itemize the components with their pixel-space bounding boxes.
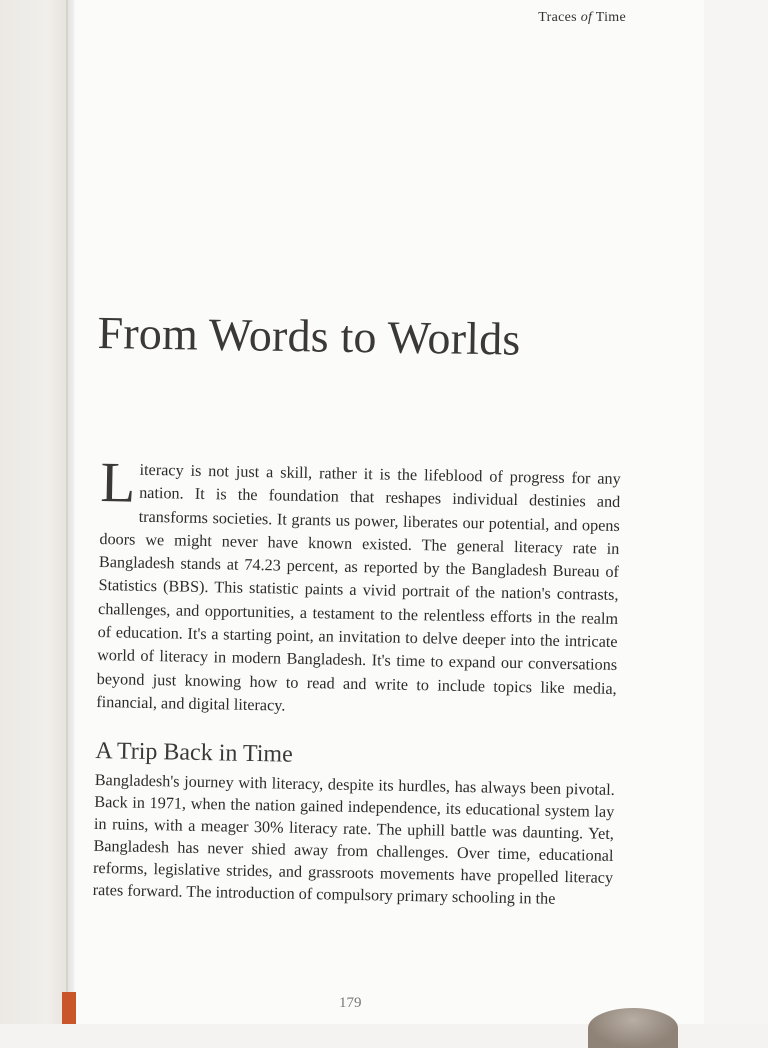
running-head-suffix: Time [592, 10, 626, 25]
left-page-edge [0, 0, 68, 1024]
page-number: 179 [339, 995, 362, 1011]
chapter-title: From Words to Worlds [97, 306, 521, 365]
section-heading: A Trip Back in Time [95, 738, 293, 768]
right-background [704, 0, 768, 1024]
running-head [538, 10, 626, 26]
section-paragraph: Bangladesh's journey with literacy, despite its hurdles, has always been pivotal. Back in 1971, when the nation gained independence, its educational system lay in ruins, with a meager 30% literacy rate. The uphill battle was daunting. Yet, Bangladesh has never shied away from challenges. Over time, educational reforms, legislative strides, and grassroots movements have propelled literacy rates forward. The introduction of compulsory primary schooling in the [92, 771, 615, 909]
gutter-shadow [66, 0, 76, 1024]
body-text-block [92, 451, 621, 911]
intro-text: iteracy is not just a skill, rather it is the lifeblood of progress for any nation. It is the foundation that reshapes individual destinies and transforms societies. It grants us power, liberates our potential, and opens doors we might never have known existed. The general literacy rate in Bangladesh stands at 74.23 percent, as reported by the Bangladesh Bureau of Statistics (BBS). This statistic paints a vivid portrait of the nation's contrasts, challenges, and opportunities, a testament to the relentless efforts in the realm of education. It's a starting point, an invitation to delve deeper into the intricate world of literacy in modern Bangladesh. It's time to expand our conversations beyond just knowing how to read and write to include topics like media, financial, and digital literacy. [96, 460, 621, 715]
running-head-prefix: Traces [538, 10, 581, 25]
drop-cap: L [99, 451, 136, 515]
running-head-italic: of [580, 10, 593, 25]
orange-cover-corner [62, 992, 76, 1024]
intro-paragraph [96, 451, 621, 724]
background-object [588, 1008, 678, 1048]
